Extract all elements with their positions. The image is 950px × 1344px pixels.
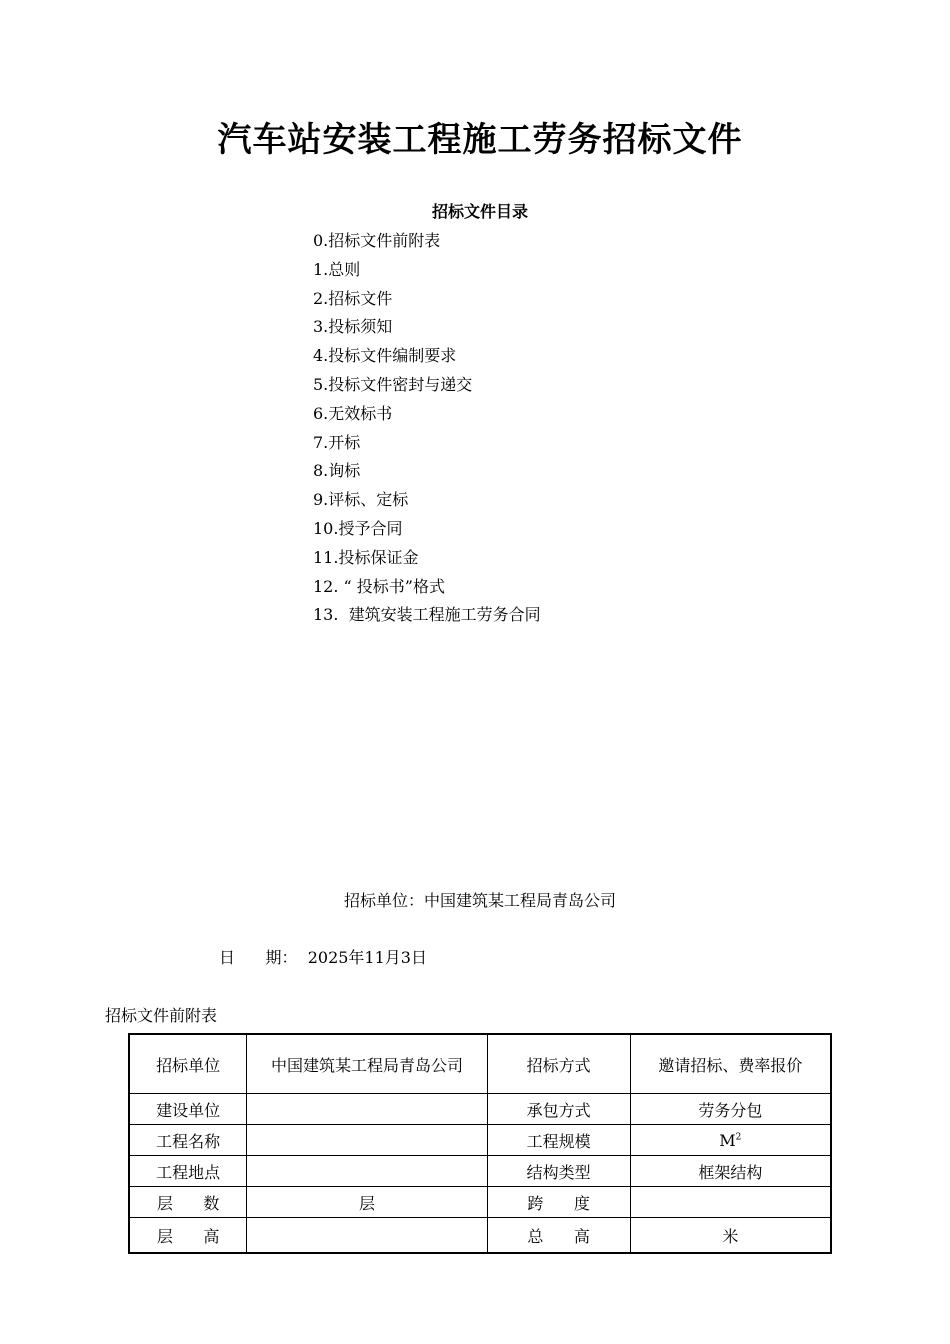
table-cell: 劳务分包 (630, 1094, 831, 1125)
table-cell: 层 数 (129, 1187, 247, 1218)
toc-item: 4.投标文件编制要求 (313, 346, 457, 366)
table-row (129, 1034, 831, 1094)
table-cell: 邀请招标、费率报价 (630, 1034, 831, 1094)
date-label: 日 期： (219, 948, 298, 967)
toc-item: 11.投标保证金 (313, 547, 419, 567)
table-cell: 结构类型 (487, 1156, 630, 1187)
scale-unit: M (719, 1130, 736, 1150)
table-cell: 建设单位 (129, 1094, 247, 1125)
table-cell: 总 高 (487, 1218, 630, 1254)
table-cell: 工程规模 (487, 1125, 630, 1156)
issuer-value: 中国建筑某工程局青岛公司 (424, 891, 617, 910)
table-row (129, 1094, 831, 1125)
toc-item: 5.投标文件密封与递交 (313, 374, 473, 394)
date-line (219, 945, 427, 968)
table-row (129, 1218, 831, 1254)
table-cell: 招标方式 (487, 1034, 630, 1094)
toc-item: 7.开标 (313, 432, 361, 452)
table-row (129, 1187, 831, 1218)
issuer-label: 招标单位： (343, 891, 424, 910)
table-cell: 工程地点 (129, 1156, 247, 1187)
toc-item: 13. 建筑安装工程施工劳务合同 (313, 605, 541, 625)
toc-item: 10.授予合同 (313, 518, 403, 538)
table-cell (247, 1218, 487, 1254)
table-caption: 招标文件前附表 (105, 1006, 218, 1025)
table-cell (247, 1125, 487, 1156)
table-cell: 层 (247, 1187, 487, 1218)
scale-unit-superscript: 2 (735, 1132, 742, 1143)
table-cell (247, 1156, 487, 1187)
toc-item: 3.投标须知 (313, 317, 393, 337)
table-cell (247, 1094, 487, 1125)
toc-heading: 招标文件目录 (431, 202, 528, 221)
tender-info-table (128, 1033, 832, 1254)
table-cell (630, 1125, 831, 1156)
toc-item: 0.招标文件前附表 (313, 231, 441, 250)
issuer-line (0, 888, 950, 911)
table-of-contents (313, 227, 541, 630)
table-cell (630, 1187, 831, 1218)
table-cell: 框架结构 (630, 1156, 831, 1187)
table-cell: 跨 度 (487, 1187, 630, 1218)
table-cell: 中国建筑某工程局青岛公司 (247, 1034, 487, 1094)
toc-item: 1.总则 (313, 259, 361, 279)
toc-item: 12. “ 投标书”格式 (313, 576, 445, 596)
table-cell: 招标单位 (129, 1034, 247, 1094)
toc-item: 6.无效标书 (313, 403, 393, 423)
table-row (129, 1156, 831, 1187)
table-cell: 工程名称 (129, 1125, 247, 1156)
toc-item: 8.询标 (313, 461, 361, 481)
document-title: 汽车站安装工程施工劳务招标文件 (217, 120, 743, 160)
table-cell: 米 (630, 1218, 831, 1254)
toc-item: 2.招标文件 (313, 288, 393, 308)
table-row (129, 1125, 831, 1156)
date-value: 2025年11月3日 (307, 948, 427, 967)
table-cell: 层 高 (129, 1218, 247, 1254)
toc-item: 9.评标、定标 (313, 490, 409, 510)
table-cell: 承包方式 (487, 1094, 630, 1125)
